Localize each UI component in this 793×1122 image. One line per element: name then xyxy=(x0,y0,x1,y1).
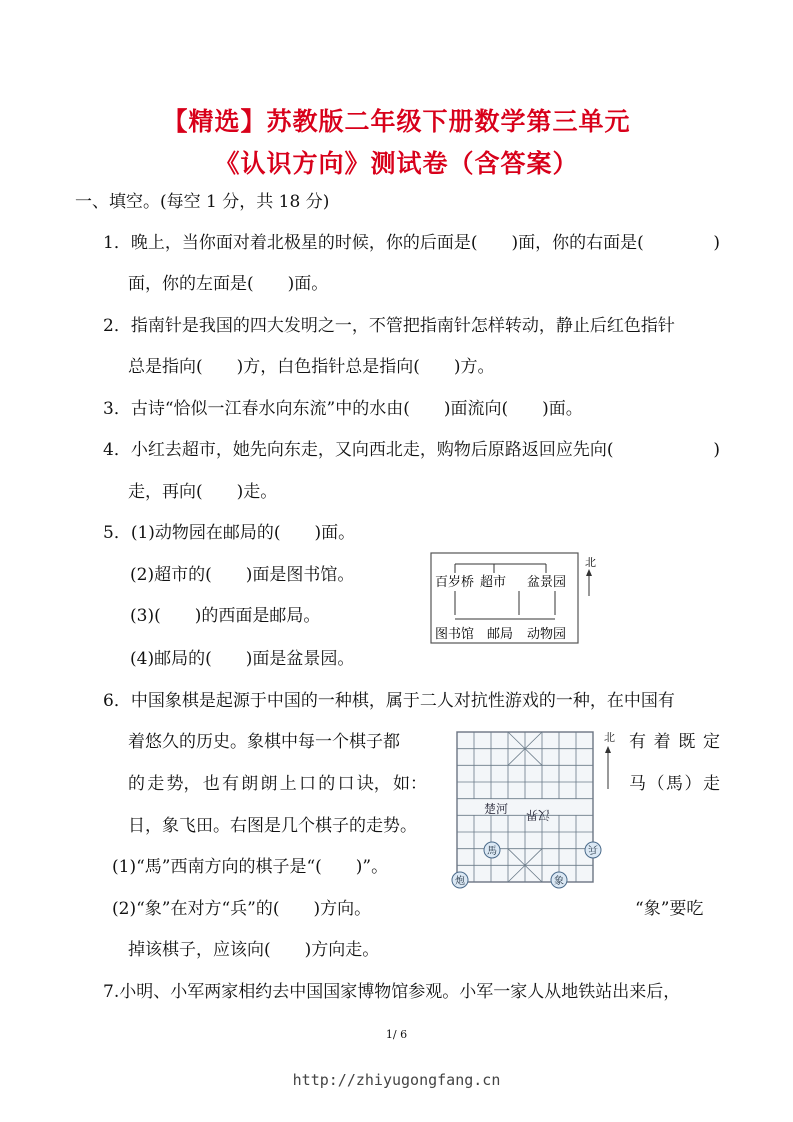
question-1-text: 1．晚上，当你面对着北极星的时候，你的后面是( )面，你的右面是( xyxy=(103,233,644,253)
map-label-chaoshi: 超市 xyxy=(480,575,507,590)
map-label-penjingyuan: 盆景园 xyxy=(527,575,567,590)
question-4-line-1 xyxy=(103,439,720,461)
map-north-label: 北 xyxy=(585,556,596,569)
footer-url: http://zhiyugongfang.cn xyxy=(292,1071,501,1089)
map-label-dongwuyuan: 动物园 xyxy=(527,627,567,642)
board-north-label: 北 xyxy=(604,731,615,744)
question-6-line-1: 6．中国象棋是起源于中国的一种棋，属于二人对抗性游戏的一种，在中国有 xyxy=(103,691,675,711)
piece-ma xyxy=(484,842,500,858)
location-map-figure xyxy=(430,551,605,645)
question-6-sub-3: 掉该棋子，应该向( )方向走。 xyxy=(128,940,380,960)
question-7-line-1: 7.小明、小军两家相约去中国国家博物馆参观。小军一家人从地铁站出来后， xyxy=(103,982,681,1002)
chessboard-figure xyxy=(450,727,620,891)
piece-bing xyxy=(585,842,601,858)
question-6-line-2: 着悠久的历史。象棋中每一个棋子都 xyxy=(128,732,400,752)
piece-xiang xyxy=(551,872,567,888)
question-6-line-3-right: 马 （ 馬 ） 走 xyxy=(629,774,720,794)
piece-pao xyxy=(452,872,468,888)
question-5-line-1: 5．(1)动物园在邮局的( )面。 xyxy=(103,523,356,543)
question-6-sub-2: (2)“象”在对方“兵”的( )方向。 xyxy=(112,899,372,919)
document-title-line-2: 《认识方向》测试卷（含答案） xyxy=(214,149,579,178)
map-label-tushuguan: 图书馆 xyxy=(435,627,475,642)
question-5-line-3: (3)( )的西面是邮局。 xyxy=(130,606,321,626)
question-6-sub-2-right: “象”要吃 xyxy=(635,899,704,919)
question-6-sub-1: (1)“馬”西南方向的棋子是“( )”。 xyxy=(112,857,389,877)
page-number: 1/ 6 xyxy=(385,1028,408,1041)
question-4-paren: ) xyxy=(713,440,720,460)
svg-text:馬: 馬 xyxy=(487,846,497,857)
map-label-baisuiqiao: 百岁桥 xyxy=(435,575,475,590)
river-label-hanjie: 汉界 xyxy=(525,808,550,822)
question-2-line-1: 2．指南针是我国的四大发明之一，不管把指南针怎样转动，静止后红色指针 xyxy=(103,316,675,336)
document-title-line-1: 【精选】苏教版二年级下册数学第三单元 xyxy=(162,107,631,136)
question-6-line-2-right: 有 着 既 定 xyxy=(629,732,720,752)
svg-text:炮: 炮 xyxy=(455,876,465,887)
question-4-line-2: 走，再向( )走。 xyxy=(128,482,278,502)
question-1-line-2: 面，你的左面是( )面。 xyxy=(128,274,329,294)
question-1-line-1 xyxy=(103,232,720,254)
question-5-line-2: (2)超市的( )面是图书馆。 xyxy=(130,565,355,585)
question-6-line-4: 日，象飞田。右图是几个棋子的走势。 xyxy=(128,816,417,836)
question-3-line-1: 3．古诗“恰似一江春水向东流”中的水由( )面流向( )面。 xyxy=(103,399,583,419)
question-5-line-4: (4)邮局的( )面是盆景园。 xyxy=(130,649,355,669)
svg-text:象: 象 xyxy=(554,876,564,887)
question-2-line-2: 总是指向( )方，白色指针总是指向( )方。 xyxy=(128,357,495,377)
question-4-text: 4．小红去超市，她先向东走，又向西北走，购物后原路返回应先向( xyxy=(103,440,614,460)
map-label-youju: 邮局 xyxy=(487,627,514,642)
question-6-line-3: 的 走 势， 也 有 朗 朗 上 口 的 口 诀， 如： xyxy=(128,774,427,794)
svg-text:兵: 兵 xyxy=(588,843,598,854)
section-heading: 一、填空。(每空 1 分，共 18 分) xyxy=(75,192,330,212)
river-label-chuhe: 楚河 xyxy=(484,802,509,816)
question-1-paren: ) xyxy=(713,233,720,253)
